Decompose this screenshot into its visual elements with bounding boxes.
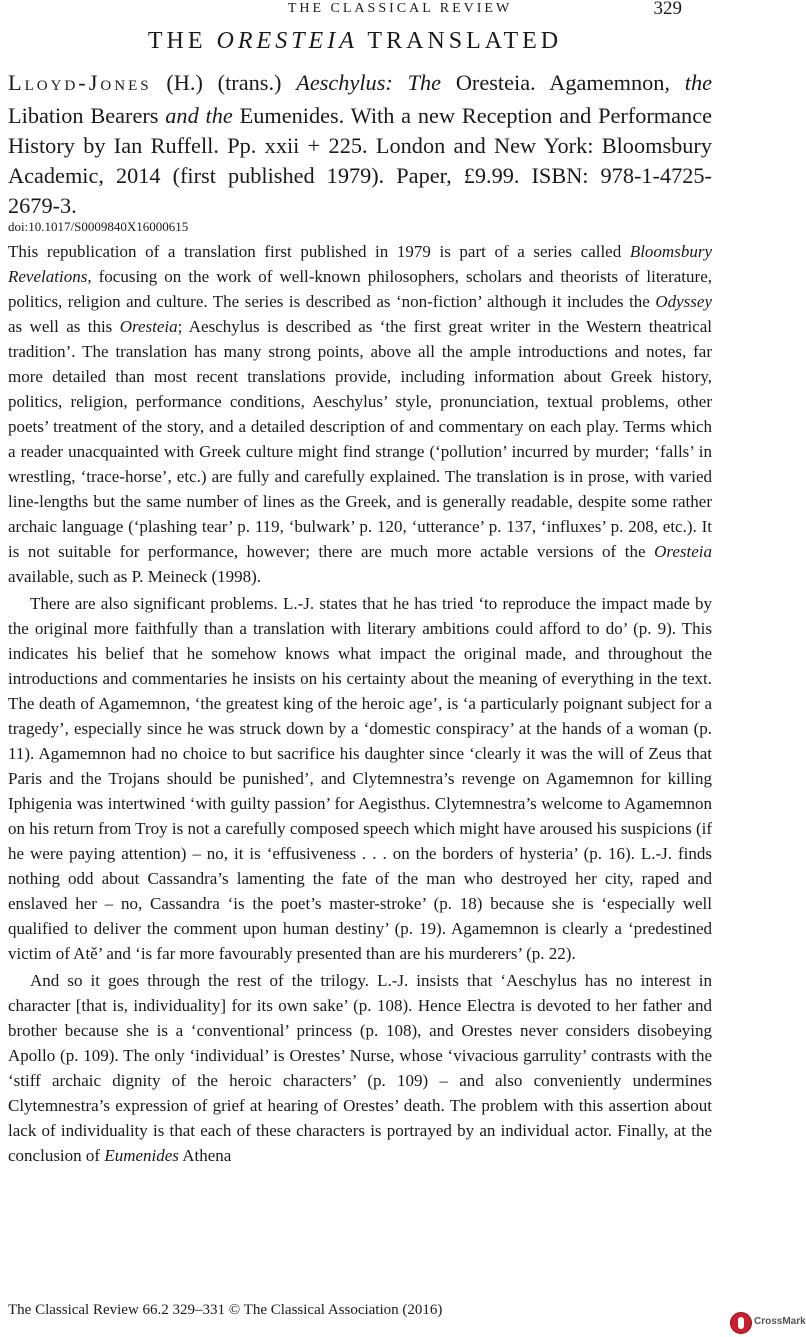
author-smallcaps: ONES [100, 78, 152, 94]
crossmark-badge[interactable] [730, 1311, 806, 1335]
text-run: , focusing on the work of well-known philosophers, scholars and theorists of literature, politics, religion and culture. The series is described as ‘non-fiction’ although it includes the [8, 267, 712, 311]
italic-run: Oresteia [654, 542, 712, 561]
citation-italic: and the [165, 103, 240, 128]
author-initial: J [88, 70, 101, 95]
text-run: And so it goes through the rest of the trilogy. L.-J. insists that ‘Aeschylus has no interest in character [that is, individuality] for its own sake’ (p. 108). Hence Electra is devoted to her father and brother because she is a ‘conventional’ princess (p. 108), and Orestes never considers disobeying Apollo (p. 109). The only ‘individual’ is Orestes’ Nurse, whose ‘vivacious garrulity’ contrasts with the ‘stiff archaic dignity of the heroic characters’ (p. 109) – and also conveniently undermines Clytemnestra’s expression of grief at hearing of Orestes’ death. The problem with this assertion about lack of individuality is that each of these characters is portrayed by an individual actor. Finally, at the conclusion of [8, 971, 712, 1165]
title-suffix: TRANSLATED [357, 28, 563, 54]
crossmark-label: CrossMark [754, 1316, 806, 1327]
crossmark-icon [730, 1312, 752, 1334]
journal-footer: The Classical Review 66.2 329–331 © The Classical Association (2016) [8, 1302, 443, 1318]
text-run: This republication of a translation first published in 1979 is part of a series called [8, 242, 630, 261]
running-header [0, 0, 800, 22]
citation-text: Oresteia. Agamemnon [455, 70, 665, 95]
author-initial: L [8, 70, 25, 95]
book-citation [8, 68, 712, 221]
title-prefix: THE [147, 28, 217, 54]
text-run: as well as this [8, 317, 120, 336]
review-body [8, 239, 712, 1168]
italic-run: Eumenides [104, 1146, 179, 1165]
italic-run: Odyssey [655, 292, 712, 311]
text-run: Athena [178, 1146, 232, 1165]
doi-link[interactable]: doi:10.1017/S0009840X16000615 [8, 219, 189, 234]
citation-text: (H.) (trans.) [151, 70, 297, 95]
citation-italic: , the [664, 70, 712, 95]
text-run: ; Aeschylus is described as ‘the first great writer in the Western theatrical tradition’. The translation has many strong points, above all the ample introductions and notes, far more detailed than most recent translations provide, including information about Greek history, politics, religion, performance conditions, Aeschylus’ style, pronunciation, textual problems, other poets’ treatment of the story, and a detailed description of and commentary on each play. Terms which a reader unacquainted with Greek culture might find strange (‘pollution’ incurred by murder; ‘falls’ in wrestling, ‘trace-horse’, etc.) are fully and carefully explained. The translation is in prose, with varied line-lengths but the same number of lines as the Greek, and is generally readable, despite some rather archaic language (‘plashing tear’ p. 119, ‘bulwark’ p. 120, ‘utterance’ p. 137, ‘influxes’ p. 208, etc.). It is not suitable for performance, however; there are much more actable versions of the [8, 317, 712, 561]
paragraph-3 [8, 968, 712, 1168]
italic-run: Oresteia [119, 317, 178, 336]
author-smallcaps: LOYD [24, 78, 79, 94]
citation-italic: Aeschylus: The [296, 70, 456, 95]
citation-text: Eumenides. With a new Reception and Performance History by Ian Ruffell. Pp. xxii + 225. London and New York: Bloomsbury Academic, 2014 (first published 1979). Paper, £9.99. ISBN: 978-1-4725-2679-3. [8, 103, 712, 218]
citation-text: Libation Bearers [8, 103, 166, 128]
paragraph-2: There are also significant problems. L.-J. states that he has tried ‘to reproduce the impact made by the original more faithfully than a translation with literary ambitions could afford to do’ (p. 9). This indicates his belief that he somehow knows what impact the original made, and throughout the introductions and commentaries he insists on his certainty about the meaning of everything in the text. The death of Agamemnon, ‘the greatest king of the heroic age’, is ‘a particularly poignant subject for a tragedy’, especially since he was struck down by a ‘domestic conspiracy’ at the hands of a woman (p. 11). Agamemnon had no choice to but sacrifice his daughter since ‘clearly it was the will of Zeus that Paris and the Trojans should be punished’, and Clytemnestra’s revenge on Agamemnon for killing Iphigenia was intertwined ‘with guilty passion’ for Aegisthus. Clytemnestra’s welcome to Agamemnon on his return from Troy is not a carefully composed speech which might have aroused his suspicions (if he were paying attention) – no, it is ‘effusiveness . . . on the borders of hysteria’ (p. 16). L.-J. finds nothing odd about Cassandra’s lamenting the fate of the man who destroyed her city, raped and enslaved her – no, Cassandra ‘is the poet’s master-stroke’ (p. 18) because she is ‘especially well qualified to deliver the comment upon human destiny’ (p. 19). Agamemnon is clearly a ‘predestined victim of Atě’ and ‘is far more favourably presented than are his murderers’ (p. 22). [8, 594, 712, 963]
italic-run: Bloomsbury Revelations [8, 242, 712, 286]
author-name: LLOYD-JONES [8, 70, 152, 95]
page-number: 329 [653, 0, 682, 19]
article-title [0, 28, 710, 55]
text-run: available, such as P. Meineck (1998). [8, 567, 262, 586]
paragraph-1 [8, 239, 712, 589]
journal-running-title: THE CLASSICAL REVIEW [287, 1, 513, 16]
title-italic-word: ORESTEIA [216, 28, 358, 54]
